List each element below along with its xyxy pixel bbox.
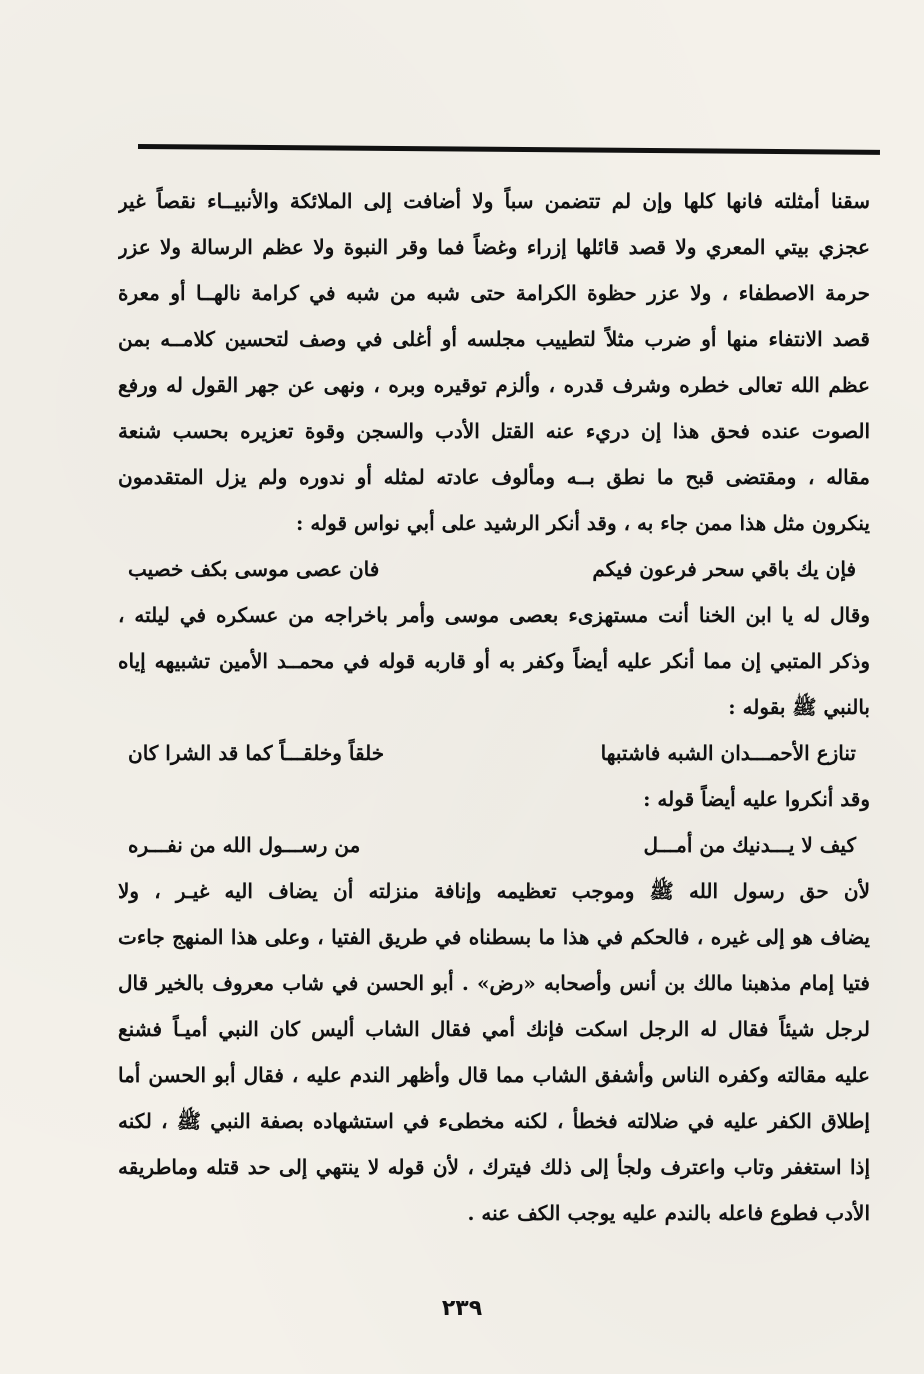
text-line: إذا استغفر وتاب واعترف ولجأ إلى ذلك فيترك ، لأن قوله لا ينتهي إلى حد قتله وماطريقه [118,1155,870,1179]
verse-first-hemistich: فإن يك باقي سحر فرعون فيكم [592,557,856,581]
text-line: يضاف هو إلى غيره ، فالحكم في هذا ما بسطناه في طريق الفتيا ، وعلى هذا المنهج جاءت [118,925,870,949]
verse-first-hemistich: تنازع الأحمـــدان الشبه فاشتبها [600,741,856,765]
header-rule [138,144,880,155]
text-line: سقنا أمثلته فانها كلها وإن لم تتضمن سباً ولا أضافت إلى الملائكة والأنبيــاء نقصاً غير [118,189,870,213]
page-body [118,178,870,1236]
verse-second-hemistich: فان عصى موسى بكف خصيب [128,557,380,581]
text-line: قصد الانتفاء منها أو ضرب مثلاً لتطييب مجلسه أو أغلى في وصف لتحسين كلامــه بمن [118,327,870,351]
page-number: ٢٣٩ [441,1296,483,1321]
text-line: الأدب فطوع فاعله بالندم عليه يوجب الكف عنه . [467,1201,870,1225]
text-line: وذكر المتبي إن مما أنكر عليه أيضاً وكفر به أو قاربه قوله في محمــد الأمين تشبيهه إياه [118,649,870,673]
verse-line [118,730,870,776]
text-line: بالنبي ﷺ بقوله : [728,695,870,719]
text-line: فتيا إمام مذهبنا مالك بن أنس وأصحابه «رض» . أبو الحسن في شاب معروف بالخير قال [118,971,870,995]
verse-line [118,546,870,592]
text-line: مقاله ، ومقتضى قبح ما نطق بــه ومألوف عادته لمثله أو ندوره ولم يزل المتقدمون [118,465,870,489]
verse-second-hemistich: من رســـول الله من نفـــره [128,833,361,857]
text-line: لأن حق رسول الله ﷺ وموجب تعظيمه وإنافة منزلته أن يضاف اليه غيـر ، ولا [118,879,870,903]
text-line: لرجل شيئاً فقال له الرجل اسكت فإنك أمي فقال الشاب أليس كان النبي أميـاً فشنع [118,1017,870,1041]
verse-first-hemistich: كيف لا يـــدنيك من أمـــل [643,833,856,857]
text-line: وقال له يا ابن الخنا أنت مستهزىء بعصى موسى وأمر باخراجه من عسكره في ليلته ، [118,603,870,627]
text-line: ينكرون مثل هذا ممن جاء به ، وقد أنكر الرشيد على أبي نواس قوله : [296,511,870,535]
text-line: عظم الله تعالى خطره وشرف قدره ، وألزم توقيره وبره ، ونهى عن جهر القول له ورفع [118,373,870,397]
text-line: إطلاق الكفر عليه في ضلالته فخطأ ، لكنه مخطىء في استشهاده بصفة النبي ﷺ ، لكنه [118,1109,870,1133]
verse-line [118,822,870,868]
text-line: حرمة الاصطفاء ، ولا عزر حظوة الكرامة حتى شبه من شبه في كرامة نالهــا أو معرة [118,281,870,305]
text-line: عليه مقالته وكفره الناس وأشفق الشاب مما قال وأظهر الندم عليه ، فقال أبو الحسن أما [118,1063,870,1087]
verse-second-hemistich: خلقاً وخلقـــاً كما قد الشرا كان [128,741,385,765]
text-line: وقد أنكروا عليه أيضاً قوله : [643,787,870,811]
text-line: الصوت عنده فحق هذا إن دريء عنه القتل الأدب والسجن وقوة تعزيره بحسب شنعة [118,419,870,443]
text-line: عجزي بيتي المعري ولا قصد قائلها إزراء وغضاً فما وقر النبوة ولا عظم الرسالة ولا عزر [118,235,870,259]
